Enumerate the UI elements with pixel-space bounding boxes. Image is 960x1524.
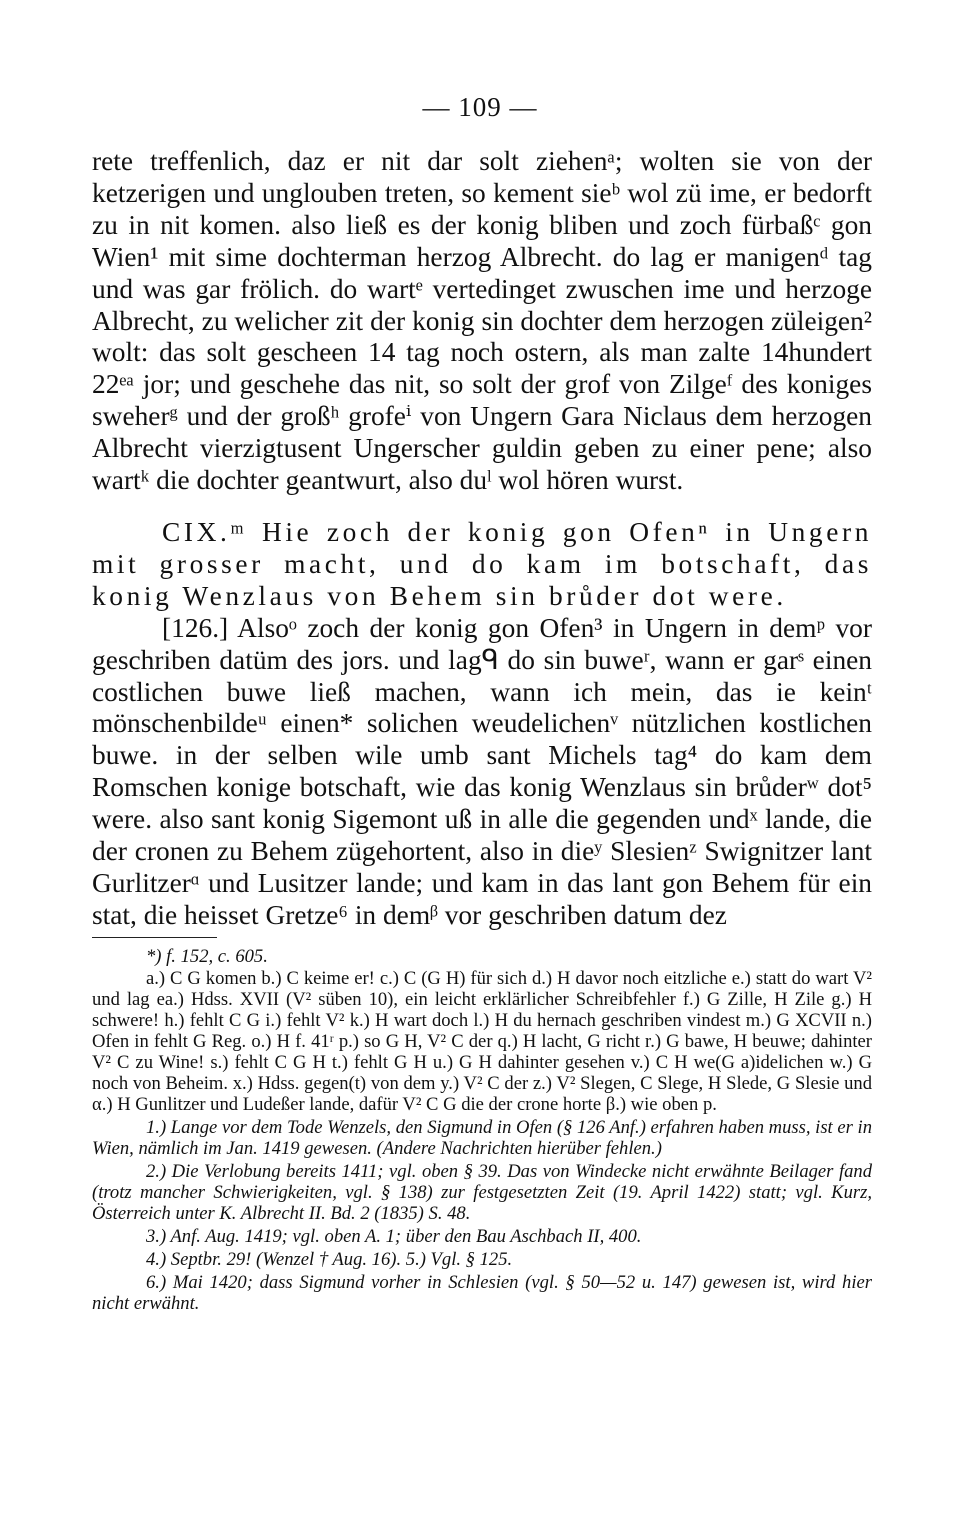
footnote-2: 2.) Die Verlobung bereits 1411; vgl. oben § 39. Das von Windecke nicht erwähnte Beilager fand (trotz mancher Schwierigkeiten, vgl. § 138) zur festgesetzten Zeit (19. April 1422) statt; vgl. Kurz, Österreich unter K. Albrecht II. Bd. 2 (1835) S. 48. bbox=[92, 1161, 872, 1224]
footnote-6: 6.) Mai 1420; dass Sigmund vorher in Schlesien (vgl. § 50—52 u. 147) gewesen ist, wird hier nicht erwähnt. bbox=[92, 1272, 872, 1314]
footnote-1: 1.) Lange vor dem Tode Wenzels, den Sigmund in Ofen (§ 126 Anf.) erfahren haben muss, ist er in Wien, nämlich im Jan. 1419 gewesen. (Andere Nachrichten hierüber fehlen.) bbox=[92, 1117, 872, 1159]
page-number: — 109 — bbox=[422, 92, 538, 122]
footnote-apparatus: a.) C G komen b.) C keime er! c.) C (G H) für sich d.) H davor noch eitzliche e.) statt do wart V² und lag ea.) Hdss. XVII (V² süben 10), ein leicht erklärlicher Schreibfehler f.) G Zille, H Zile g.) H schwere! h.) fehlt C G i.) fehlt V² k.) H wart doch l.) H du hernach geschriben vindest m.) G XCVII n.) Ofen in fehlt G Reg. o.) H f. 41ʳ p.) so G H, V² C der q.) H lacht, G richt r.) G bawe, H beuwe; dahinter V² C zu Wine! s.) fehlt C G H t.) fehlt G H u.) G H dahinter gesehen v.) C H we(G a)idelichen w.) G noch von Beheim. x.) Hdss. gegen(t) von dem y.) V² C der z.) V² Slegen, C Slege, H Slede, G Slesie und α.) H Gunlitzer und Ludeßer lande, dafür V² C G die der crone horte β.) wie oben p. bbox=[92, 968, 872, 1115]
footnote-3: 3.) Anf. Aug. 1419; vgl. oben A. 1; über den Bau Aschbach II, 400. bbox=[146, 1226, 642, 1247]
footnote-star: *) f. 152, c. 605. bbox=[146, 946, 268, 967]
chapter-heading: CIX.ᵐ Hie zoch der konig gon Ofenⁿ in Ungern mit grosser macht, und do kam im botschaft, das konig Wenzlaus von Behem sin brůder dot were. bbox=[92, 516, 872, 611]
body-text bbox=[92, 146, 872, 932]
footnotes bbox=[92, 946, 872, 1314]
footnote-divider bbox=[92, 937, 217, 938]
footnote-4-5: 4.) Septbr. 29! (Wenzel † Aug. 16). 5.) Vgl. § 125. bbox=[146, 1249, 513, 1270]
paragraph: [126.] Alsoᵒ zoch der konig gon Ofen³ in Ungern in demᵖ vor geschriben datüm des jors. und lagᑫ do sin buweʳ, wann er garˢ einen costlichen buwe ließ machen, wann ich mein, das ie keinᵗ mönschenbildeᵘ einen* solichen weudelichenᵛ nützlichen kostlichen buwe. in der selben wile umb sant Michels tag⁴ do kam dem Romschen konige botschaft, wie das konig Wenzlaus sin brůderʷ dot⁵ were. also sant konig Sigemont uß in alle die gegenden undˣ lande, die der cronen zu Behem zügehortent, also in dieʸ Slesienᶻ Swignitzer lant Gurlitzerᵅ und Lusitzer lande; und kam in das lant gon Behem für ein stat, die heisset Gretze⁶ in demᵝ vor geschriben datum dez bbox=[92, 612, 872, 930]
paragraph: rete treffenlich, daz er nit dar solt ziehenᵃ; wolten sie von der ketzerigen und unglouben treten, so kement sieᵇ wol zü ime, er bedorft zu in nit komen. also ließ es der konig bliben und zoch fürbaßᶜ gon Wien¹ mit sime dochterman herzog Albrecht. do lag er manigenᵈ tag und was gar frölich. do wartᵉ vertedinget zwuschen ime und herzoge Albrecht, zu welicher zit der konig sin dochter dem herzogen züleigen² wolt: das solt gescheen 14 tag noch ostern, als man zalte 14hundert 22ᵉᵃ jor; und geschehe das nit, so solt der grof von Zilgeᶠ des koniges sweherᵍ und der großʰ grofeⁱ von Ungern Gara Niclaus dem herzogen Albrecht vierzigtusent Ungerscher guldin geben zu einer pene; also wartᵏ die dochter geantwurt, also duˡ wol hören wurst. bbox=[92, 146, 872, 496]
